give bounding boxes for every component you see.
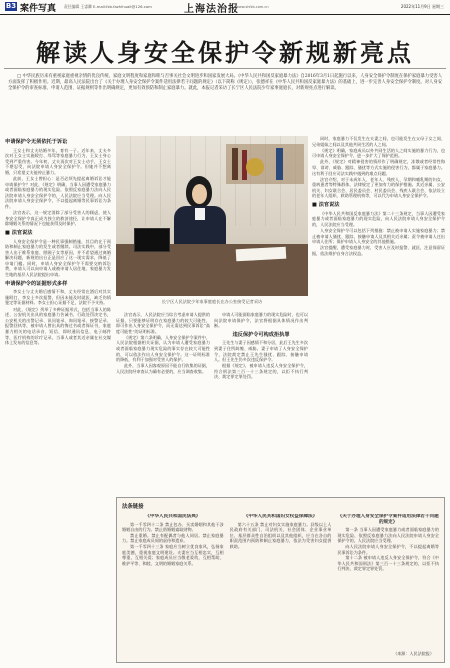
paragraph: 人身安全保护令是一种民事强制措施，其目的在于预防和制止家庭暴力的发生或者继续。司法实践中，部分受害人出于维系家庭、照顾子女等原因，并不希望通过离婚解决问题，新规的出台正是回应了这一现实需求，降低了申请门槛。同时，申请人身安全保护令不需要交纳诉讼费，申请人可以向申请人或被申请人居住地、家庭暴力发生地的基层人民法院提出申请。 xyxy=(5,238,111,278)
subheading: 申请保护令的证据形式多样 xyxy=(5,280,68,287)
issue-date: 2022年11月9日 星期三 xyxy=(400,4,444,9)
article-lead: □ 中华民族历来有重视家庭重视亲情的优良传统，家庭文明程度和家庭和睦与否事关社会文明进步和国家发展大局。《中华人民共和国反家庭暴力法》自2016年3月1日起施行以来，人身安全保护令制度在保护家庭暴力受害人方面发挥了积极作用。近期，最高人民法院出台了《关于办理人身安全保护令案件适用法律若干问题的规定》（以下简称《规定》），张德祥在《中华人民共和国反家庭暴力法》的基础上，进一步完善人身安全保护令制度。对人身安全保护令的审查标准、申请人范围、证据规则等作出明确规定，更加有效预防和制止家庭暴力。就此，本报记者采访了长宁区人民法院少年家事庭庭长，对新规亮点进行解读。 xyxy=(8,74,442,91)
paragraph: 对此，《规定》列举了多种证据形式，包括当事人的陈述、公安机关出具的家庭暴力告诫书、行政处罚决定书，公安机关的出警记录、讯问笔录、询问笔录、接警记录、报警回执等，被申请人曾出具的悔过书或者保证书，家庭暴力相关的电话录音、短信、即时通讯信息、电子邮件等，医疗机构的诊疗记录，当事人或者其近亲属在社交媒体上发布的信息等。 xyxy=(5,306,111,346)
court-emblem-icon xyxy=(246,158,264,176)
law-column xyxy=(337,512,439,658)
law-title: 《关于办理人身安全保护令案件适用法律若干问题的规定》 xyxy=(337,514,439,525)
section-meta: 责任编辑 王睿卿 E-mail:fzb.fazhihuali@126.com xyxy=(64,4,152,9)
law-title: 《中华人民共和国妇女权益保障法》 xyxy=(243,514,318,519)
law-column xyxy=(122,512,224,658)
person-collar xyxy=(195,208,205,220)
law-paragraph: 第一千零四十二条 禁止包办、买卖婚姻和其他干涉婚姻自由的行为。禁止借婚姻索取财物。 xyxy=(122,521,224,533)
photo-caption: 长宁区人民法院少年家事庭庭长在办公室接受记者采访 xyxy=(161,299,263,304)
law-paragraph: 向人民法院申请人身安全保护令，不以提起离婚等民事诉讼为条件。 xyxy=(337,543,439,555)
paragraph: 法官提醒，遭受家庭暴力时，受害人应及时报警、就医，注意保留证据，依法维护自身合法权益。 xyxy=(312,245,445,256)
paragraph: 王女士和丈夫结婚多年，育有一子。近年来，丈夫多次对王女士实施殴打、辱骂等家庭暴力行为，王女士身心受到严重伤害。今年初，丈夫再次对王女士动手，王女士不堪忍受，向法院申请人身安全保护令。但她并不想离婚，只希望丈夫能停止暴力。 xyxy=(5,147,111,175)
law-column xyxy=(230,512,332,658)
paper-name: 上海法治报 xyxy=(184,4,239,15)
paper-url: www.shfzb.com.cn xyxy=(236,5,269,9)
law-paragraph: 禁止重婚。禁止有配偶者与他人同居。禁止家庭暴力。禁止家庭成员间的虐待和遗弃。 xyxy=(122,532,224,544)
law-paragraph: 第十二条 被申请人违反人身安全保护令，符合《中华人民共和国刑法》第三百一十三条规定的，以拒不执行判决、裁定罪定罪处罚。 xyxy=(337,555,439,572)
paragraph: 法官表示，人民法院应当综合考虑申请人提供的证据，只要能够证明存在家庭暴力的较大可能性，即可作出人身安全保护令，而无需达到民事诉讼“高度可能性”的证明标准。 xyxy=(116,312,210,334)
photo-monitor xyxy=(134,228,170,252)
photo-book xyxy=(232,148,238,180)
column-3 xyxy=(214,312,308,492)
paragraph: 申请人可能面临家庭暴力的现实危险时，也可以向法院申请保护令，法官将根据具体情况作出判断。 xyxy=(214,312,308,329)
paragraph: 法官表示，这一规定消除了部分受害人的顾虑，使人身安全保护令真正成为独立的救济途径，让申请人在不解除婚姻关系的情况下也能获得及时保护。 xyxy=(5,210,111,227)
column-1 xyxy=(5,136,111,663)
column-2 xyxy=(116,312,210,492)
paragraph: 此外，《规定》对精神侵害的情形作了明确规定，冻饿或者经常性侮辱、诽谤、威胁、跟踪、骚扰等方式实施的侵害行为，都属于家庭暴力。这有利于回应司法实践中遇到的难点问题。 xyxy=(312,159,445,176)
law-links-title: 法条链接 xyxy=(122,504,144,510)
paragraph: 此前，王女士曾担心：是否必须先提起离婚诉讼才能申请保护令？对此，《规定》明确，当事人因遭受家庭暴力或者面临家庭暴力的现实危险，依照反家庭暴力法向人民法院申请人身安全保护令的，人民法院应当受理。向人民法院申请人身安全保护令，不以提起离婚等民事诉讼为条件。 xyxy=(5,176,111,210)
paragraph: 法官介绍，对于未成年人、老年人、残疾人、孕期和哺乳期的妇女、重病患者等特殊群体，法律规定了更加有力的保护措施。其近亲属、公安机关、妇女联合会、居民委员会、村民委员会、残疾人联合会、依法设立的老年人组织、救助管理机构等，可以代为申请人身安全保护令。 xyxy=(312,176,445,199)
section-number: B3 xyxy=(5,2,17,10)
law-links-body xyxy=(122,512,439,658)
paragraph: 《规定》第六条明确，人身安全保护令案件中，人民法院根据相关证据，认为申请人遭受家庭暴力或者面临家庭暴力现实危险的事实存在较大可能性的，可以依法作出人身安全保护令。这一证明标准的降低，有利于加强对受害人的保护。 xyxy=(116,334,210,363)
law-links-box xyxy=(116,497,445,663)
law-paragraph: 第一条 当事人因遭受家庭暴力或者面临家庭暴力的现实危险，依照反家庭暴力法向人民法院申请人身安全保护令的，人民法院应当受理。 xyxy=(337,527,439,544)
masthead xyxy=(0,0,450,15)
subheading: 申请保护令无须依托于诉讼 xyxy=(5,139,68,145)
section-title: 案件写真 xyxy=(20,4,57,14)
paragraph: 《中华人民共和国反家庭暴力法》第二十三条规定，当事人因遭受家庭暴力或者面临家庭暴力的现实危险，向人民法院申请人身安全保护令的，人民法院应当受理。 xyxy=(312,210,445,227)
subheading: ■ 法官说法 xyxy=(5,229,33,236)
subheading: ■ 法官说法 xyxy=(312,202,340,209)
source-signature: （来源：人民法院报） xyxy=(393,651,434,656)
paragraph: 此外，当事人因客观原因不能自行收集的证据，人民法院经审查认为确有必要的，应当调查收集。 xyxy=(116,363,210,374)
paragraph: 人身安全保护令可以包括下列措施：禁止被申请人实施家庭暴力；禁止被申请人骚扰、跟踪、接触申请人及其相关近亲属；责令被申请人迁出申请人住所；保护申请人人身安全的其他措施。 xyxy=(312,227,445,245)
paragraph: 王先生与妻子因感情不和分居，此后王先生多次到妻子住所纠缠、威胁。妻子申请了人身安全保护令，法院裁定禁止王先生骚扰、跟踪、接触申请人。但王先生仍多次违反保护令。 xyxy=(214,340,308,363)
law-paragraph: 第一千零四十三条 家庭应当树立优良家风，弘扬家庭美德，重视家庭文明建设。夫妻应当互相忠实，互相尊重，互相关爱；家庭成员应当敬老爱幼，互相帮助，维护平等、和睦、文明的婚姻家庭关系。 xyxy=(122,543,224,566)
photo-book xyxy=(276,148,283,180)
law-title: 《中华人民共和国民法典》 xyxy=(145,514,201,519)
paragraph: 同时，家庭暴力不仅发生在夫妻之间，也可能发生在父母子女之间、兄弟姐妹之间以及其他共同生活的人之间。 xyxy=(312,136,445,147)
headline-divider xyxy=(4,68,446,69)
person-face xyxy=(192,184,207,204)
law-paragraph: 第六十五条 禁止对妇女实施家庭暴力。县级以上人民政府有关部门、司法机关、社会团体、企业事业单位、基层群众性自治组织以及其他组织，应当在各自的职责范围内预防和制止家庭暴力，依法为受害妇女提供救助。 xyxy=(229,521,332,549)
paragraph: 李女士与丈夫婚后感情不和，丈夫经常在酒后对其实施殴打，李女士多次报警，但因未能及时就医，缺乏伤情鉴定等证据材料。李女士担心证据不足，法院不予支持。 xyxy=(5,289,111,306)
article-headline: 解读人身安全保护令新规新亮点 xyxy=(36,39,414,67)
judge-photo xyxy=(116,136,308,296)
paragraph: 《规定》明确，家庭成员以外共同生活的人之间实施的暴力行为，也可申请人身安全保护令，进一步扩大了保护范围。 xyxy=(312,147,445,159)
subheading: 违反保护令可构成拒执罪 xyxy=(232,331,290,338)
paragraph: 根据《规定》，被申请人违反人身安全保护令，符合刑法第三百一十三条规定的，以拒不执行判决、裁定罪定罪处罚。 xyxy=(214,363,308,380)
